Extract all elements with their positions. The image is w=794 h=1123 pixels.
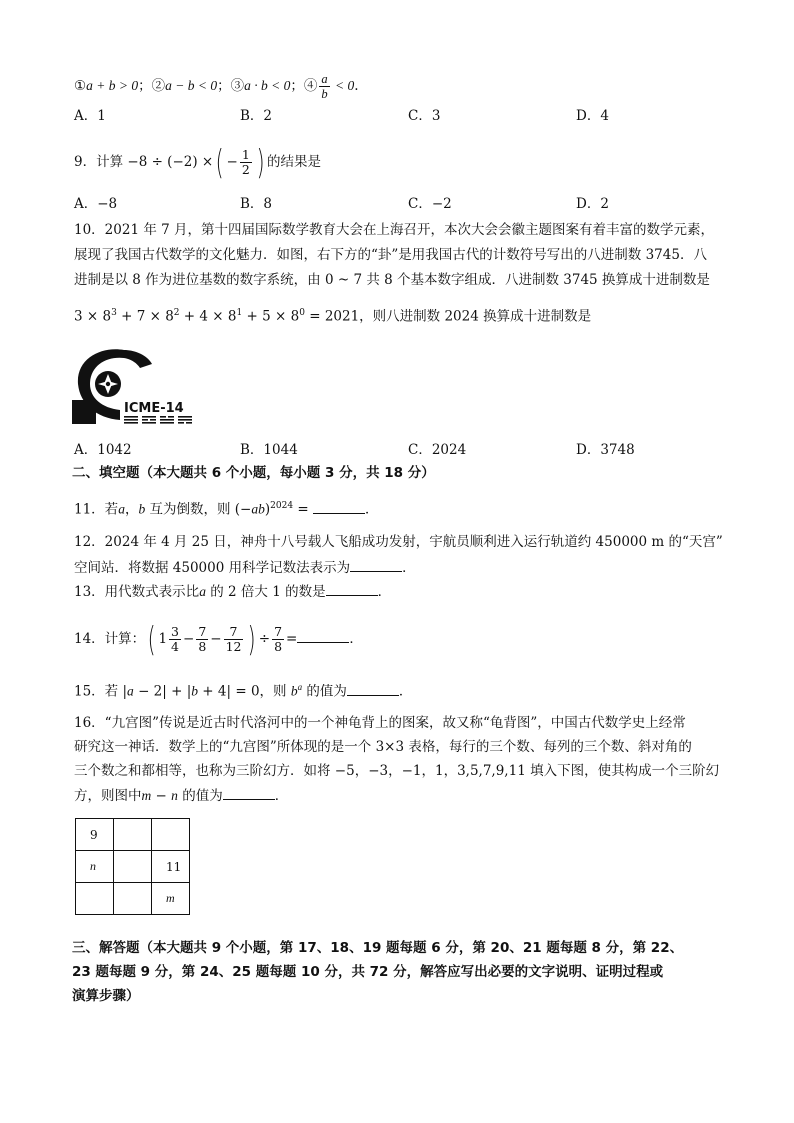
q12-line-1: 12．2024 年 4 月 25 日，神舟十八号载人飞船成功发射，宇航员顺利进入运行轨道约 450000 m 的“天宫” (74, 534, 723, 550)
fraction-numerator: 7 (224, 625, 244, 640)
q15-question (74, 677, 412, 702)
q10-option-b: B．1044 (240, 442, 298, 458)
fraction-numerator: 1 (241, 147, 250, 162)
var-a: a (118, 501, 125, 517)
q9-fraction (240, 148, 252, 177)
q9-option-a: A．−8 (74, 196, 118, 212)
q13-suffix: 的 2 倍大 1 的数是 (205, 584, 326, 600)
eq-term-1: 3 × 8 (74, 308, 112, 325)
fraction-3 (224, 625, 244, 654)
logo-text: ICME-14 (124, 401, 184, 416)
magic-square-grid (75, 818, 190, 915)
section-3-title-line-3: 演算步骤） (72, 988, 140, 1004)
q14-question (74, 619, 363, 660)
grid-row (76, 819, 190, 851)
q8-fraction (319, 72, 329, 101)
period: ． (364, 501, 379, 518)
q12-line-2-text: 空间站．将数据 450000 用科学记数法表示为 (74, 560, 351, 576)
paren-close: ) (248, 619, 257, 660)
icme14-logo (72, 344, 202, 424)
q15-expr-2: + 4| = 0，则 (198, 683, 291, 700)
grid-cell (114, 851, 152, 883)
q9-option-d: D．2 (576, 196, 609, 212)
q8-option-b: B．2 (240, 108, 273, 124)
exponent: 2024 (270, 501, 294, 511)
q12-line-2 (74, 557, 416, 578)
answer-blank[interactable] (313, 499, 365, 514)
q10-line-2: 展现了我国古代数学的文化魅力．如图，右下方的“卦”是用我国古代的计数符号写出的八进制数 3745．八 (74, 247, 707, 263)
q8-option-d: D．4 (576, 108, 609, 124)
var-m: m (141, 788, 152, 803)
fraction-numerator: 3 (171, 624, 179, 639)
exponent: 1 (236, 308, 243, 318)
var-a: a (199, 584, 206, 599)
minus-sign: − (183, 631, 195, 647)
paren-open: ( (147, 619, 156, 660)
q16-line-1: 16．“九宫图”传说是近古时代洛河中的一个神龟背上的图案，故又称“龟背图”，中国古代数学史上经常 (74, 715, 686, 731)
var-n: n (171, 788, 178, 803)
circled-2: ② (151, 78, 166, 94)
separator: ， (124, 501, 139, 518)
divide-sign: ÷ (258, 631, 271, 647)
q10-line-3: 进制是以 8 作为进位基数的数字系统，由 0 ~ 7 共 8 个基本数字组成．八进制数 3745 换算成十进制数是 (74, 272, 710, 288)
var-a: a (127, 683, 134, 699)
answer-blank[interactable] (326, 581, 378, 596)
grid-row (76, 883, 190, 915)
grid-cell (152, 819, 190, 851)
fraction-1 (169, 625, 181, 654)
period: ． (377, 584, 392, 600)
period: . (354, 78, 359, 94)
q8-expr-1: a + b > 0 (86, 78, 139, 93)
q16-line-3: 三个数之和都相等，也称为三阶幻方．如将 −5，−3，−1，1，3,5,7,9,11 填入下图，使其构成一个三阶幻 (74, 763, 720, 779)
period: ． (398, 683, 413, 700)
q8-statements (74, 72, 359, 101)
fraction-denominator: 12 (225, 639, 242, 654)
circled-1: ① (74, 78, 87, 94)
grid-cell (114, 819, 152, 851)
eq-term-3: + 4 × 8 (179, 308, 237, 325)
fraction-denominator: 8 (198, 639, 207, 654)
q9-prefix: 9．计算 (74, 154, 124, 170)
eq-tail: = 2021，则八进制数 2024 换算成十进制数是 (304, 308, 592, 325)
answer-blank[interactable] (223, 785, 275, 800)
grid-cell: 9 (76, 819, 114, 851)
answer-blank[interactable] (297, 628, 349, 643)
q11-question (74, 496, 378, 520)
fraction-denominator: b (321, 87, 328, 101)
answer-blank[interactable] (347, 681, 399, 696)
minus-sign: − (151, 788, 172, 804)
q10-option-a: A．1042 (74, 442, 132, 458)
q11-middle: 互为倒数，则 (− (145, 501, 252, 518)
grid-cell: n (76, 851, 114, 883)
q16-line-4-suffix: 的值为 (177, 788, 223, 804)
var-ab: ab (251, 501, 265, 517)
var-b: b (138, 501, 146, 517)
q11-prefix: 11．若 (74, 501, 119, 518)
fraction-denominator: 2 (241, 162, 250, 177)
fraction-2 (196, 625, 208, 654)
section-3-title-line-1: 三、解答题（本大题共 9 个小题，第 17、18、19 题每题 6 分，第 20、21 题每题 8 分，第 22、 (72, 940, 684, 956)
grid-cell: 11 (152, 851, 190, 883)
q8-option-a: A．1 (74, 108, 106, 124)
q9-suffix: 的结果是 (267, 154, 322, 170)
period: ． (349, 631, 363, 647)
minus-sign: − (226, 154, 238, 170)
fraction-numerator: 7 (274, 624, 283, 639)
q10-option-c: C．2024 (408, 442, 467, 458)
circled-3: ③ (230, 78, 245, 94)
answer-blank[interactable] (350, 557, 402, 572)
equals: = (293, 501, 313, 518)
mixed-whole: 1 (158, 631, 168, 647)
q15-suffix: 的值为 (302, 683, 347, 700)
equals: = (286, 631, 298, 647)
paren-close: ) (264, 501, 271, 518)
eq-term-2: + 7 × 8 (116, 308, 174, 325)
separator: ； (217, 78, 231, 94)
period: ． (274, 788, 289, 804)
fraction-4 (272, 625, 284, 654)
q9-question (74, 142, 322, 183)
minus-sign: − (210, 631, 222, 647)
q9-option-b: B．8 (240, 196, 273, 212)
grid-cell: m (152, 883, 190, 915)
q15-prefix: 15．若 | (74, 683, 128, 700)
exponent: a (297, 682, 303, 692)
var-b: b (191, 683, 199, 699)
separator: ； (290, 78, 304, 94)
q9-option-c: C．−2 (408, 196, 452, 212)
q14-prefix: 14．计算： (74, 631, 146, 647)
section-2-title: 二、填空题（本大题共 6 个小题，每小题 3 分，共 18 分） (72, 465, 435, 481)
exponent: 0 (299, 308, 305, 318)
q8-expr-2: a − b < 0 (165, 78, 218, 93)
q16-line-2: 研究这一神话．数学上的“九宫图”所体现的是一个 3×3 表格，每行的三个数、每列的三个数、斜对角的 (74, 739, 692, 755)
q10-option-d: D．3748 (576, 442, 635, 458)
q8-expr-4-tail: < 0 (331, 78, 355, 93)
q15-expr-1: − 2| + | (133, 683, 192, 700)
grid-cell (114, 883, 152, 915)
q10-equation (74, 303, 591, 327)
exponent: 2 (173, 308, 180, 318)
q13-prefix: 13．用代数式表示比 (74, 584, 200, 600)
q16-line-4 (74, 785, 288, 806)
var-b: b (290, 683, 298, 699)
fraction-numerator: a (321, 72, 328, 86)
grid-cell (76, 883, 114, 915)
fraction-denominator: 4 (171, 639, 179, 654)
q8-expr-3: a · b < 0 (244, 78, 291, 93)
paren-open: ( (215, 142, 224, 183)
q16-line-4-text: 方，则图中 (74, 788, 142, 804)
period: ． (402, 560, 416, 576)
circled-4: ④ (303, 78, 318, 94)
exponent: 3 (111, 308, 117, 318)
fraction-denominator: 8 (274, 639, 283, 654)
grid-row (76, 851, 190, 883)
section-3-title-line-2: 23 题每题 9 分，第 24、25 题每题 10 分，共 72 分，解答应写出必要的文字说明、证明过程或 (72, 964, 664, 980)
q9-expression: −8 ÷ (−2) × (127, 154, 214, 170)
eq-term-4: + 5 × 8 (242, 308, 300, 325)
q13-question (74, 581, 391, 602)
separator: ； (138, 78, 152, 94)
q10-line-1: 10．2021 年 7 月，第十四届国际数学教育大会在上海召开，本次大会会徽主题图案有着丰富的数学元素， (74, 222, 714, 238)
fraction-numerator: 7 (198, 624, 207, 639)
paren-close: ) (256, 142, 265, 183)
q8-option-c: C．3 (408, 108, 441, 124)
